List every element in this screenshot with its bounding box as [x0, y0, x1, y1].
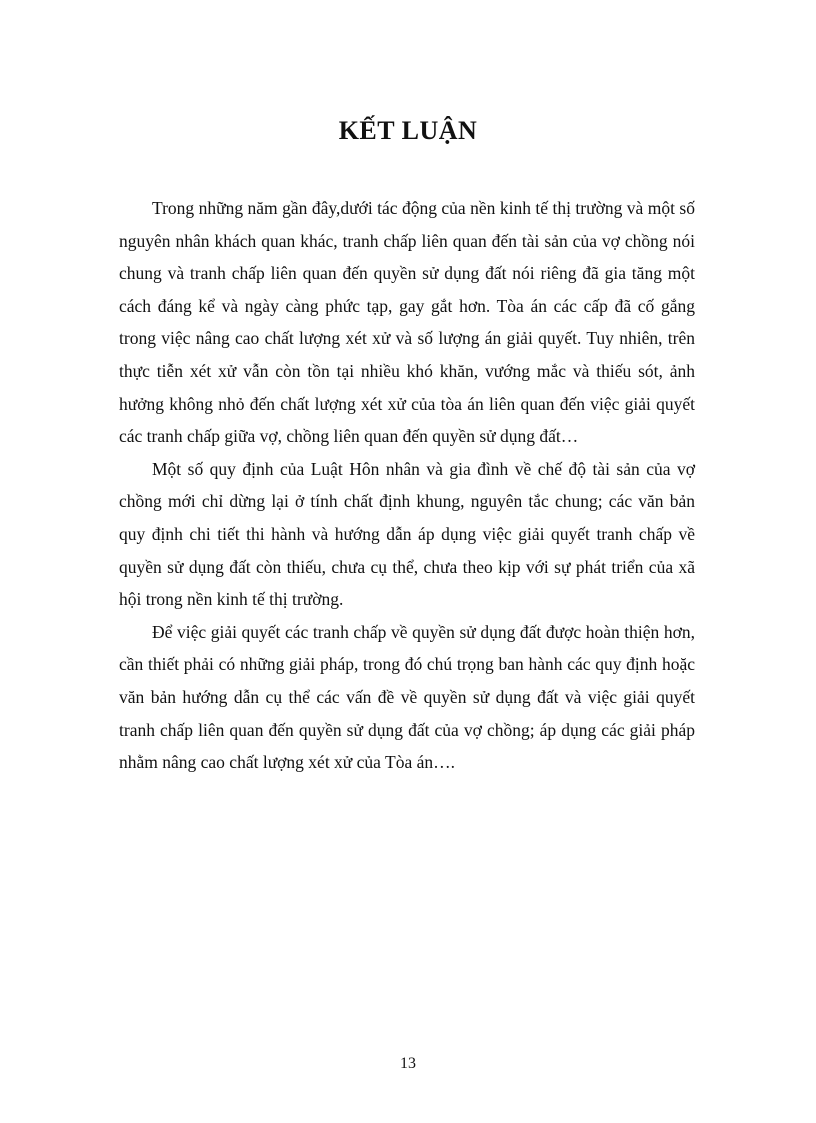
paragraph: Trong những năm gần đây,dưới tác động của nền kinh tế thị trường và một số nguyên nhân khách quan khác, tranh chấp liên quan đến tài sản của vợ chồng nói chung và tranh chấp liên quan đến quyền sử dụng đất nói riêng đã gia tăng một cách đáng kể và ngày càng phức tạp, gay gắt hơn. Tòa án các cấp đã cố gắng trong việc nâng cao chất lượng xét xử và số lượng án giải quyết. Tuy nhiên, trên thực tiễn xét xử vẫn còn tồn tại nhiều khó khăn, vướng mắc và thiếu sót, ảnh hưởng không nhỏ đến chất lượng xét xử của tòa án liên quan đến việc giải quyết các tranh chấp giữa vợ, chồng liên quan đến quyền sử dụng đất…	[119, 198, 695, 447]
paragraph: Để việc giải quyết các tranh chấp về quyền sử dụng đất được hoàn thiện hơn, cần thiết phải có những giải pháp, trong đó chú trọng ban hành các quy định hoặc văn bản hướng dẫn cụ thể các vấn đề về quyền sử dụng đất và việc giải quyết tranh chấp liên quan đến quyền sử dụng đất của vợ chồng; áp dụng các giải pháp nhằm nâng cao chất lượng xét xử của Tòa án….	[119, 621, 695, 773]
page-title: KẾT LUẬN	[338, 116, 478, 145]
paragraph: Một số quy định của Luật Hôn nhân và gia đình về chế độ tài sản của vợ chồng mới chỉ dừng lại ở tính chất định khung, nguyên tắc chung; các văn bản quy định chi tiết thi hành và hướng dẫn áp dụng việc giải quyết tranh chấp về quyền sử dụng đất còn thiếu, chưa cụ thể, chưa theo kịp với sự phát triển của xã hội trong nền kinh tế thị trường.	[119, 458, 695, 610]
body-text	[119, 192, 695, 779]
page-number: 13	[400, 1055, 416, 1072]
